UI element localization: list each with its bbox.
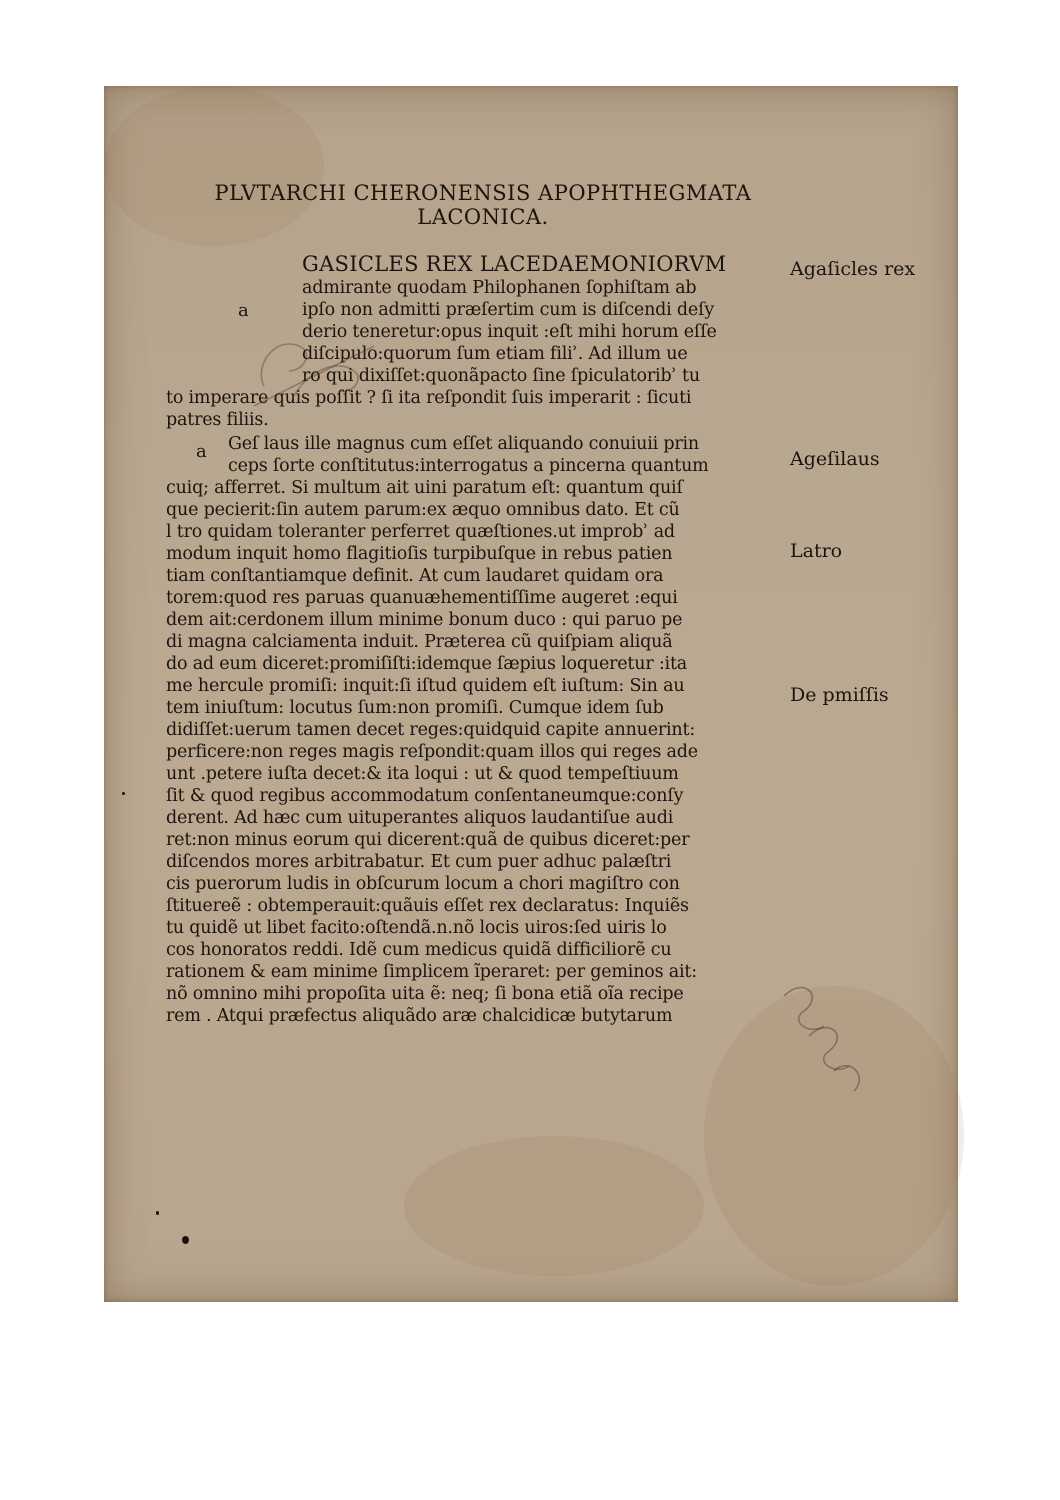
ink-spot bbox=[156, 1211, 159, 1215]
text-line: di magna calciamenta induit. Præterea cũ quiſpiam aliquã bbox=[166, 632, 673, 652]
text-line: derent. Ad hæc cum uituperantes aliquos laudantiſue audi bbox=[166, 808, 674, 828]
text-line: modum inquit homo flagitioſis turpibuſque in rebus patien bbox=[166, 544, 673, 564]
text-line: diſcipulo:quorum ſum etiam filiʾ. Ad illum ue bbox=[302, 344, 688, 364]
text-line: cos honoratos reddi. Idẽ cum medicus quidã difficiliorẽ cu bbox=[166, 940, 672, 960]
text-line: rem . Atqui præfectus aliquãdo aræ chalcidicæ butytarum bbox=[166, 1006, 673, 1026]
ink-spot bbox=[122, 792, 125, 795]
text-line: perficere:non reges magis reſpondit:quam illos qui reges ade bbox=[166, 742, 698, 762]
margin-note: De pmiſſis bbox=[790, 684, 889, 706]
title-line-1: PLVTARCHI CHERONENSIS APOPHTHEGMATA bbox=[214, 181, 752, 205]
text-line: ſtituereẽ : obtemperauit:quãuis eſſet rex declaratus: Inquiẽs bbox=[166, 896, 689, 916]
text-line: ipſo non admitti præſertim cum is diſcendi deſy bbox=[302, 300, 715, 320]
margin-note: Agaſicles rex bbox=[790, 258, 916, 280]
ink-spot bbox=[182, 1236, 189, 1244]
text-line: unt .petere iuſta decet:& ita loqui : ut & quod tempeſtiuum bbox=[166, 764, 679, 784]
paragraph-marker: a bbox=[238, 300, 249, 321]
text-line: GASICLES REX LACEDAEMONIORVM bbox=[302, 252, 727, 276]
text-line: l tro quidam toleranter perferret quæſtiones.ut improbʾ ad bbox=[166, 522, 675, 542]
text-line: ro qui dixiſſet:quonãpacto ſine ſpiculatoribʾ tu bbox=[302, 366, 700, 386]
margin-note: Latro bbox=[790, 540, 843, 562]
text-line: Geſ laus ille magnus cum eſſet aliquando conuiuii prin bbox=[228, 434, 699, 454]
text-line: patres filiis. bbox=[166, 410, 269, 430]
document-page bbox=[104, 86, 958, 1302]
text-line: derio teneretur:opus inquit :eſt mihi horum eſſe bbox=[302, 322, 717, 342]
text-line: diſcendos mores arbitrabatur. Et cum puer adhuc palæſtri bbox=[166, 852, 672, 872]
text-line: me hercule promiſi: inquit:ſi iſtud quidem eſt iuſtum: Sin au bbox=[166, 676, 685, 696]
text-line: que pecierit:ſin autem parum:ex æquo omnibus dato. Et cũ bbox=[166, 500, 680, 520]
text-line: ſit & quod regibus accommodatum conſentaneumque:conſy bbox=[166, 786, 684, 806]
page-title bbox=[178, 181, 788, 229]
text-line: ret:non minus eorum qui dicerent:quã de quibus diceret:per bbox=[166, 830, 690, 850]
text-line: cuiq; afferret. Si multum ait uini paratum eſt: quantum quiſ bbox=[166, 478, 683, 498]
text-line: tiam conſtantiamque definit. At cum laudaret quidam ora bbox=[166, 566, 664, 586]
text-line: ceps ſorte conſtitutus:interrogatus a pincerna quantum bbox=[228, 456, 709, 476]
text-line: do ad eum diceret:promiſiſti:idemque ſæpius loqueretur :ita bbox=[166, 654, 688, 674]
text-line: to imperare quis poſſit ? ſi ita reſpondit ſuis imperarit : ſicuti bbox=[166, 388, 692, 408]
text-line: rationem & eam minime ſimplicem ĩperaret: per geminos ait: bbox=[166, 962, 697, 982]
text-line: tem iniuſtum: locutus ſum:non promiſi. Cumque idem ſub bbox=[166, 698, 664, 718]
text-line: nõ omnino mihi propoſita uita ẽ: neq; ſi bona etiã oĩa recipe bbox=[166, 984, 684, 1004]
ownership-stamp-icon bbox=[764, 966, 884, 1106]
text-line: admirante quodam Philophanen ſophiſtam ab bbox=[302, 278, 697, 298]
text-line: cis puerorum ludis in obſcurum locum a chori magiſtro con bbox=[166, 874, 680, 894]
margin-note: Ageſilaus bbox=[790, 448, 880, 470]
text-line: didiſſet:uerum tamen decet reges:quidquid capite annuerint: bbox=[166, 720, 696, 740]
title-line-2: LACONICA. bbox=[417, 205, 549, 229]
text-line: dem ait:cerdonem illum minime bonum duco : qui paruo pe bbox=[166, 610, 683, 630]
text-line: torem:quod res paruas quanuæhementiſſime augeret :equi bbox=[166, 588, 678, 608]
text-line: tu quidẽ ut libet facito:oſtendã.n.nõ locis uiros:ſed uiris lo bbox=[166, 918, 667, 938]
paragraph-marker: a bbox=[196, 441, 207, 462]
